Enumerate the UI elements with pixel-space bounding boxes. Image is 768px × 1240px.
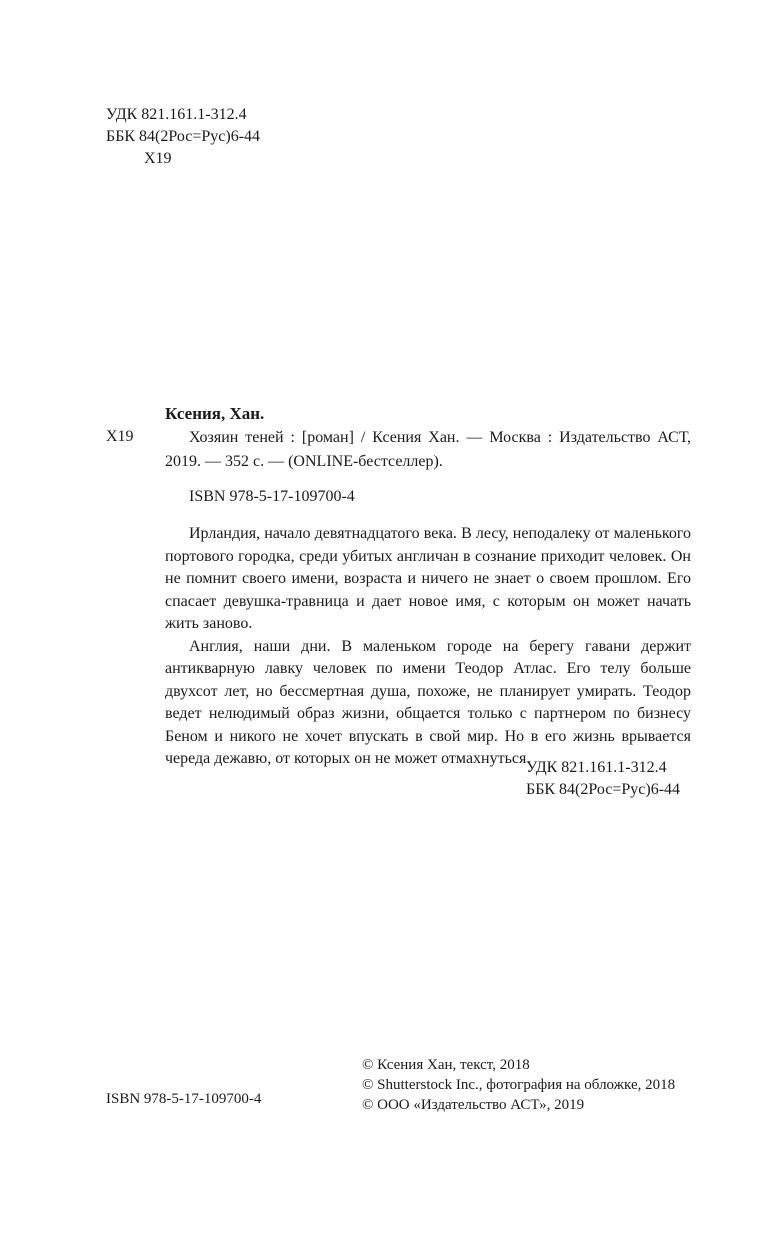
- copyright-notices: [362, 1055, 675, 1115]
- top-classification-codes: [106, 104, 260, 170]
- copyright-line: © Ксения Хан, текст, 2018: [362, 1057, 530, 1073]
- entry-author: Ксения, Хан.: [165, 404, 265, 423]
- copyright-line: © ООО «Издательство АСТ», 2019: [362, 1097, 585, 1113]
- author-mark: Х19: [144, 150, 172, 167]
- bbk-code: ББК 84(2Рос=Рус)6-44: [526, 781, 681, 798]
- udk-code: УДК 821.161.1-312.4: [526, 759, 667, 776]
- entry-description: Хозяин теней : [роман] / Ксения Хан. — Москва : Издательство АСТ, 2019. — 352 с. — (ONLINE-бестселлер).: [165, 429, 691, 470]
- annotation-paragraph: Англия, наши дни. В маленьком городе на берегу гавани держит антикварную лавку человек по имени Теодор Атлас. Его телу больше двухсот лет, но бессмертная душа, похоже, не планирует умирать. Теодор ведет нелюдимый образ жизни, общается только с партнером по бизнесу Беном и никого не хочет впускать в свой мир. Но в его жизнь врывается череда дежавю, от которых он не может отмахнуться.: [165, 637, 691, 767]
- isbn-footer: ISBN 978-5-17-109700-4: [106, 1091, 262, 1107]
- annotation: [165, 523, 691, 771]
- udk-code: УДК 821.161.1-312.4: [106, 106, 247, 123]
- bbk-code: ББК 84(2Рос=Рус)6-44: [106, 128, 261, 145]
- annotation-paragraph: Ирландия, начало девятнадцатого века. В лесу, неподалеку от маленького портового городка, среди убитых англичан в сознание приходит человек. Он не помнит своего имени, возраста и ничего не знает о своем прошлом. Его спасает девушка-травница и дает новое имя, с которым он может начать жить заново.: [165, 525, 691, 632]
- copyright-line: © Shutterstock Inc., фотография на обложке, 2018: [362, 1077, 676, 1093]
- bottom-classification-codes: [526, 757, 680, 801]
- side-author-mark: Х19: [106, 428, 134, 445]
- bibliographic-entry: [165, 402, 691, 474]
- isbn-entry: ISBN 978-5-17-109700-4: [189, 488, 355, 505]
